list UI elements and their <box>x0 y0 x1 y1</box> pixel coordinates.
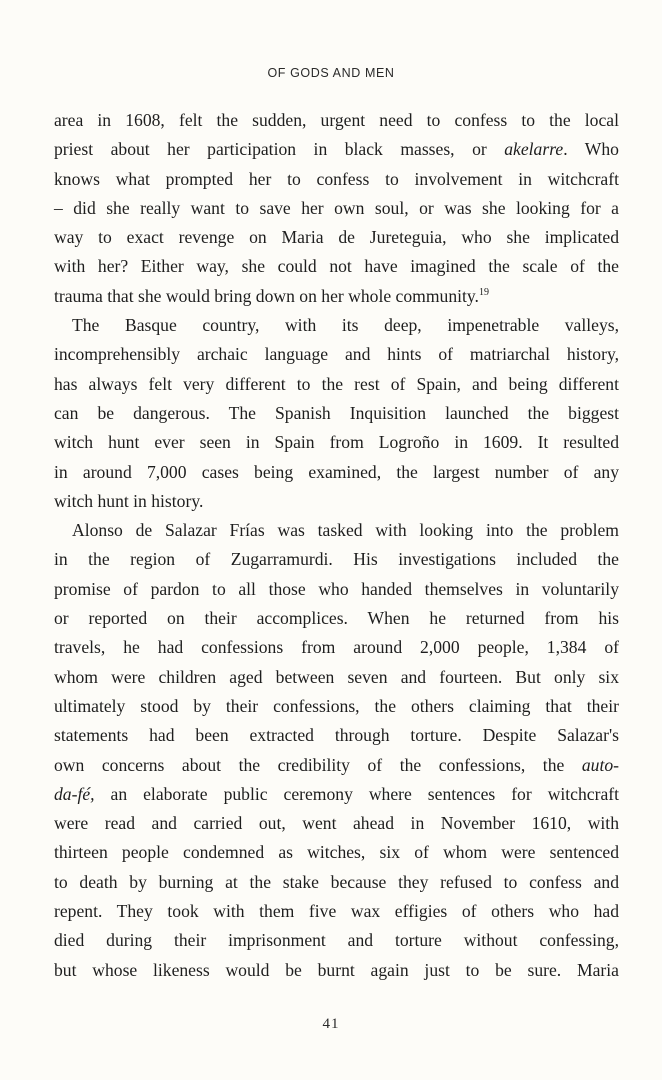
line-text: in the region of Zugarramurdi. His investigations included the <box>54 549 619 570</box>
line-text: or reported on their accomplices. When he returned from his <box>54 608 619 629</box>
line-text: has always felt very different to the rest of Spain, and being different <box>54 373 619 394</box>
line-text: own concerns about the credibility of the confessions, the <box>54 754 582 775</box>
text-line <box>54 721 619 750</box>
text-line <box>54 545 619 574</box>
text-line <box>54 663 619 692</box>
line-text: whom were children aged between seven and fourteen. But only six <box>54 666 619 687</box>
text-line <box>54 340 619 369</box>
line-text: – did she really want to save her own soul, or was she looking for a <box>54 197 619 218</box>
text-line <box>54 780 619 809</box>
line-text: statements had been extracted through torture. Despite Salazar's <box>54 725 619 746</box>
line-text: in around 7,000 cases being examined, the largest number of any <box>54 461 619 482</box>
text-line <box>54 194 619 223</box>
text-line <box>54 223 619 252</box>
italic-term: da-fé, <box>54 783 95 804</box>
italic-term: akelarre <box>504 139 564 160</box>
text-line <box>54 868 619 897</box>
line-text: were read and carried out, went ahead in November 1610, with <box>54 813 619 834</box>
line-text: to death by burning at the stake because they refused to confess and <box>54 871 619 892</box>
line-text: repent. They took with them five wax effigies of others who had <box>54 901 619 922</box>
line-text: trauma that she would bring down on her whole community. <box>54 285 479 306</box>
body-text <box>54 106 619 985</box>
text-line <box>54 135 619 164</box>
text-line <box>54 282 619 311</box>
text-line <box>54 428 619 457</box>
line-text: with her? Either way, she could not have imagined the scale of the <box>54 256 619 277</box>
text-line <box>54 751 619 780</box>
line-text: died during their imprisonment and torture without confessing, <box>54 930 619 951</box>
line-text: but whose likeness would be burnt again just to be sure. Maria <box>54 959 619 980</box>
line-text: area in 1608, felt the sudden, urgent need to confess to the local <box>54 110 619 130</box>
line-text: incomprehensibly archaic language and hints of matriarchal history, <box>54 344 619 365</box>
line-text: witch hunt ever seen in Spain from Logroño in 1609. It resulted <box>54 432 619 453</box>
text-line <box>54 399 619 428</box>
text-line <box>54 165 619 194</box>
text-line <box>54 926 619 955</box>
line-text: knows what prompted her to confess to involvement in witchcraft <box>54 168 619 189</box>
text-line <box>54 311 619 340</box>
text-line <box>54 575 619 604</box>
line-text-after: . Who <box>563 139 619 160</box>
line-text: Alonso de Salazar Frías was tasked with looking into the problem <box>72 520 619 541</box>
text-line <box>54 633 619 662</box>
running-head: OF GODS AND MEN <box>267 66 395 80</box>
text-line <box>54 106 619 135</box>
text-line <box>54 809 619 838</box>
line-text: The Basque country, with its deep, impenetrable valleys, <box>72 315 619 336</box>
footnote-marker: 19 <box>478 286 489 298</box>
italic-term: auto- <box>581 754 619 775</box>
text-line <box>54 252 619 281</box>
text-line <box>54 604 619 633</box>
text-line <box>54 956 619 985</box>
line-text: witch hunt in history. <box>54 490 204 511</box>
page-number: 41 <box>322 1016 340 1032</box>
line-text: travels, he had confessions from around 2,000 people, 1,384 of <box>54 637 619 658</box>
line-text: can be dangerous. The Spanish Inquisition launched the biggest <box>54 402 619 423</box>
text-line <box>54 516 619 545</box>
line-text: priest about her participation in black masses, or <box>54 139 505 160</box>
text-line <box>54 838 619 867</box>
text-line <box>54 897 619 926</box>
text-line <box>54 692 619 721</box>
line-text: way to exact revenge on Maria de Jureteguia, who she implicated <box>54 227 619 248</box>
line-text: promise of pardon to all those who handed themselves in voluntarily <box>54 578 619 599</box>
text-line <box>54 458 619 487</box>
text-line <box>54 487 619 516</box>
text-line <box>54 370 619 399</box>
line-text: ultimately stood by their confessions, the others claiming that their <box>54 695 619 716</box>
line-text: thirteen people condemned as witches, six of whom were sentenced <box>54 842 619 863</box>
line-text-after: an elaborate public ceremony where sentences for witchcraft <box>94 783 619 804</box>
